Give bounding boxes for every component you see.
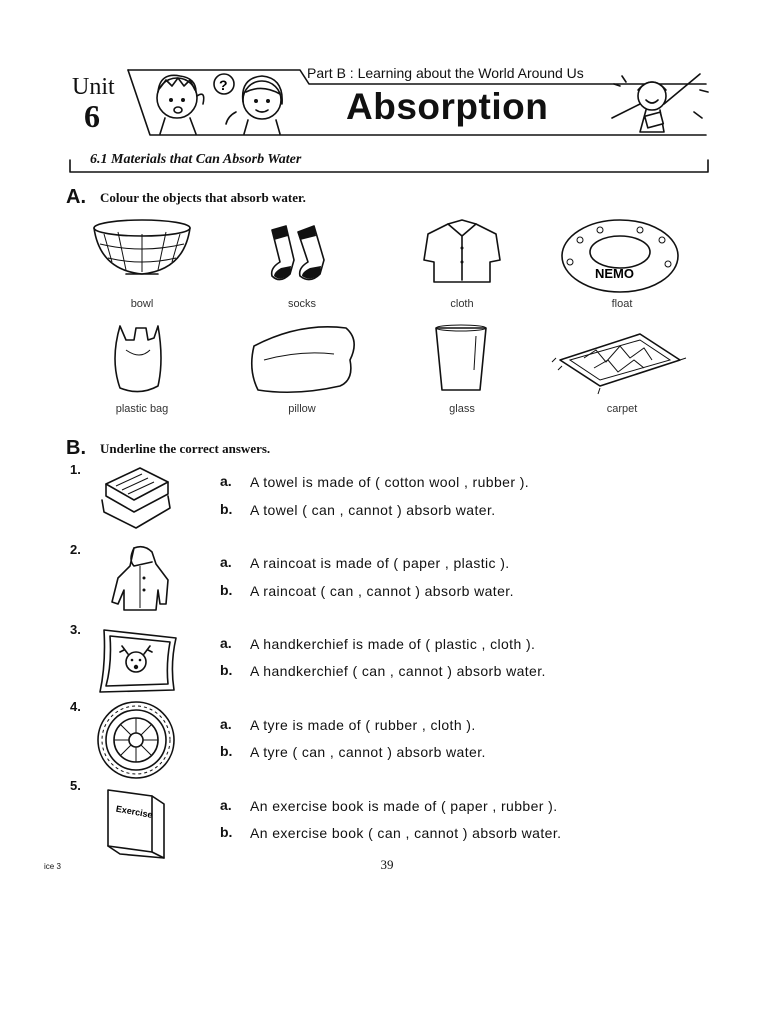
sub-question-letter: a. <box>220 797 232 813</box>
glass-icon <box>436 325 486 390</box>
sub-question-letter: b. <box>220 501 233 517</box>
sub-question-letter: a. <box>220 716 232 732</box>
item-caption-cloth: cloth <box>450 298 474 310</box>
part-title: Part B : Learning about the World Around Us <box>307 65 584 81</box>
question-number: 2. <box>70 542 81 557</box>
question-4b-text: A tyre ( can , cannot ) absorb water. <box>250 744 486 760</box>
cheering-kid-icon <box>612 74 708 132</box>
item-caption-bowl: bowl <box>130 298 154 310</box>
item-caption-plastic-bag: plastic bag <box>115 403 169 415</box>
section-b-illustrations <box>90 460 190 860</box>
item-caption-pillow: pillow <box>288 403 316 415</box>
shirt-icon <box>424 220 500 282</box>
float-brand-text: NEMO <box>595 266 634 281</box>
exercise-book-icon <box>108 790 164 858</box>
handkerchief-icon <box>100 630 176 692</box>
page-number: 39 <box>380 857 394 872</box>
question-3a-text: A handkerchief is made of ( plastic , cloth ). <box>250 636 536 652</box>
boy-cartoon-icon <box>157 75 204 134</box>
item-caption-float: float <box>611 298 633 310</box>
question-5a-text: An exercise book is made of ( paper , rubber ). <box>250 798 558 814</box>
sub-question-letter: b. <box>220 824 233 840</box>
item-caption-carpet: carpet <box>606 403 638 415</box>
pillow-icon <box>252 327 354 392</box>
sub-question-letter: b. <box>220 743 233 759</box>
question-3b-text: A handkerchief ( can , cannot ) absorb water. <box>250 663 546 679</box>
float-ring-icon <box>562 220 678 292</box>
section-b-instruction: Underline the correct answers. <box>100 441 271 456</box>
question-number: 1. <box>70 462 81 477</box>
question-bubble-icon <box>214 74 234 94</box>
item-caption-glass: glass <box>449 403 475 415</box>
tyre-icon <box>98 702 174 778</box>
question-2a-text: A raincoat is made of ( paper , plastic ). <box>250 555 510 571</box>
book-cover-text: Exercise <box>115 803 154 820</box>
unit-label: Unit <box>72 74 115 100</box>
bowl-icon <box>94 220 190 274</box>
unit-number: 6 <box>84 98 100 134</box>
sub-question-letter: a. <box>220 554 232 570</box>
question-number: 4. <box>70 699 81 714</box>
section-a-letter: A. <box>66 186 86 208</box>
question-4a-text: A tyre is made of ( rubber , cloth ). <box>250 717 476 733</box>
question-5b-text: An exercise book ( can , cannot ) absorb water. <box>250 825 562 841</box>
question-number: 3. <box>70 622 81 637</box>
raincoat-icon <box>112 547 168 610</box>
question-number: 5. <box>70 778 81 793</box>
sub-question-letter: a. <box>220 635 232 651</box>
section-title: 6.1 Materials that Can Absorb Water <box>90 152 302 167</box>
question-2b-text: A raincoat ( can , cannot ) absorb water. <box>250 583 514 599</box>
svg-text:?: ? <box>219 77 228 93</box>
footer-left-text: ice 3 <box>44 862 61 871</box>
section-a-instruction: Colour the objects that absorb water. <box>100 190 306 205</box>
question-1b-text: A towel ( can , cannot ) absorb water. <box>250 502 496 518</box>
socks-icon <box>272 226 324 280</box>
sub-question-letter: b. <box>220 582 233 598</box>
question-1a-text: A towel is made of ( cotton wool , rubber ). <box>250 474 530 490</box>
sub-question-letter: a. <box>220 473 232 489</box>
carpet-icon <box>552 334 686 394</box>
towel-icon <box>102 468 170 528</box>
page-title: Absorption <box>346 86 549 127</box>
item-caption-socks: socks <box>287 298 317 310</box>
plastic-bag-icon <box>115 326 161 392</box>
section-b-letter: B. <box>66 437 86 459</box>
sub-question-letter: b. <box>220 662 233 678</box>
